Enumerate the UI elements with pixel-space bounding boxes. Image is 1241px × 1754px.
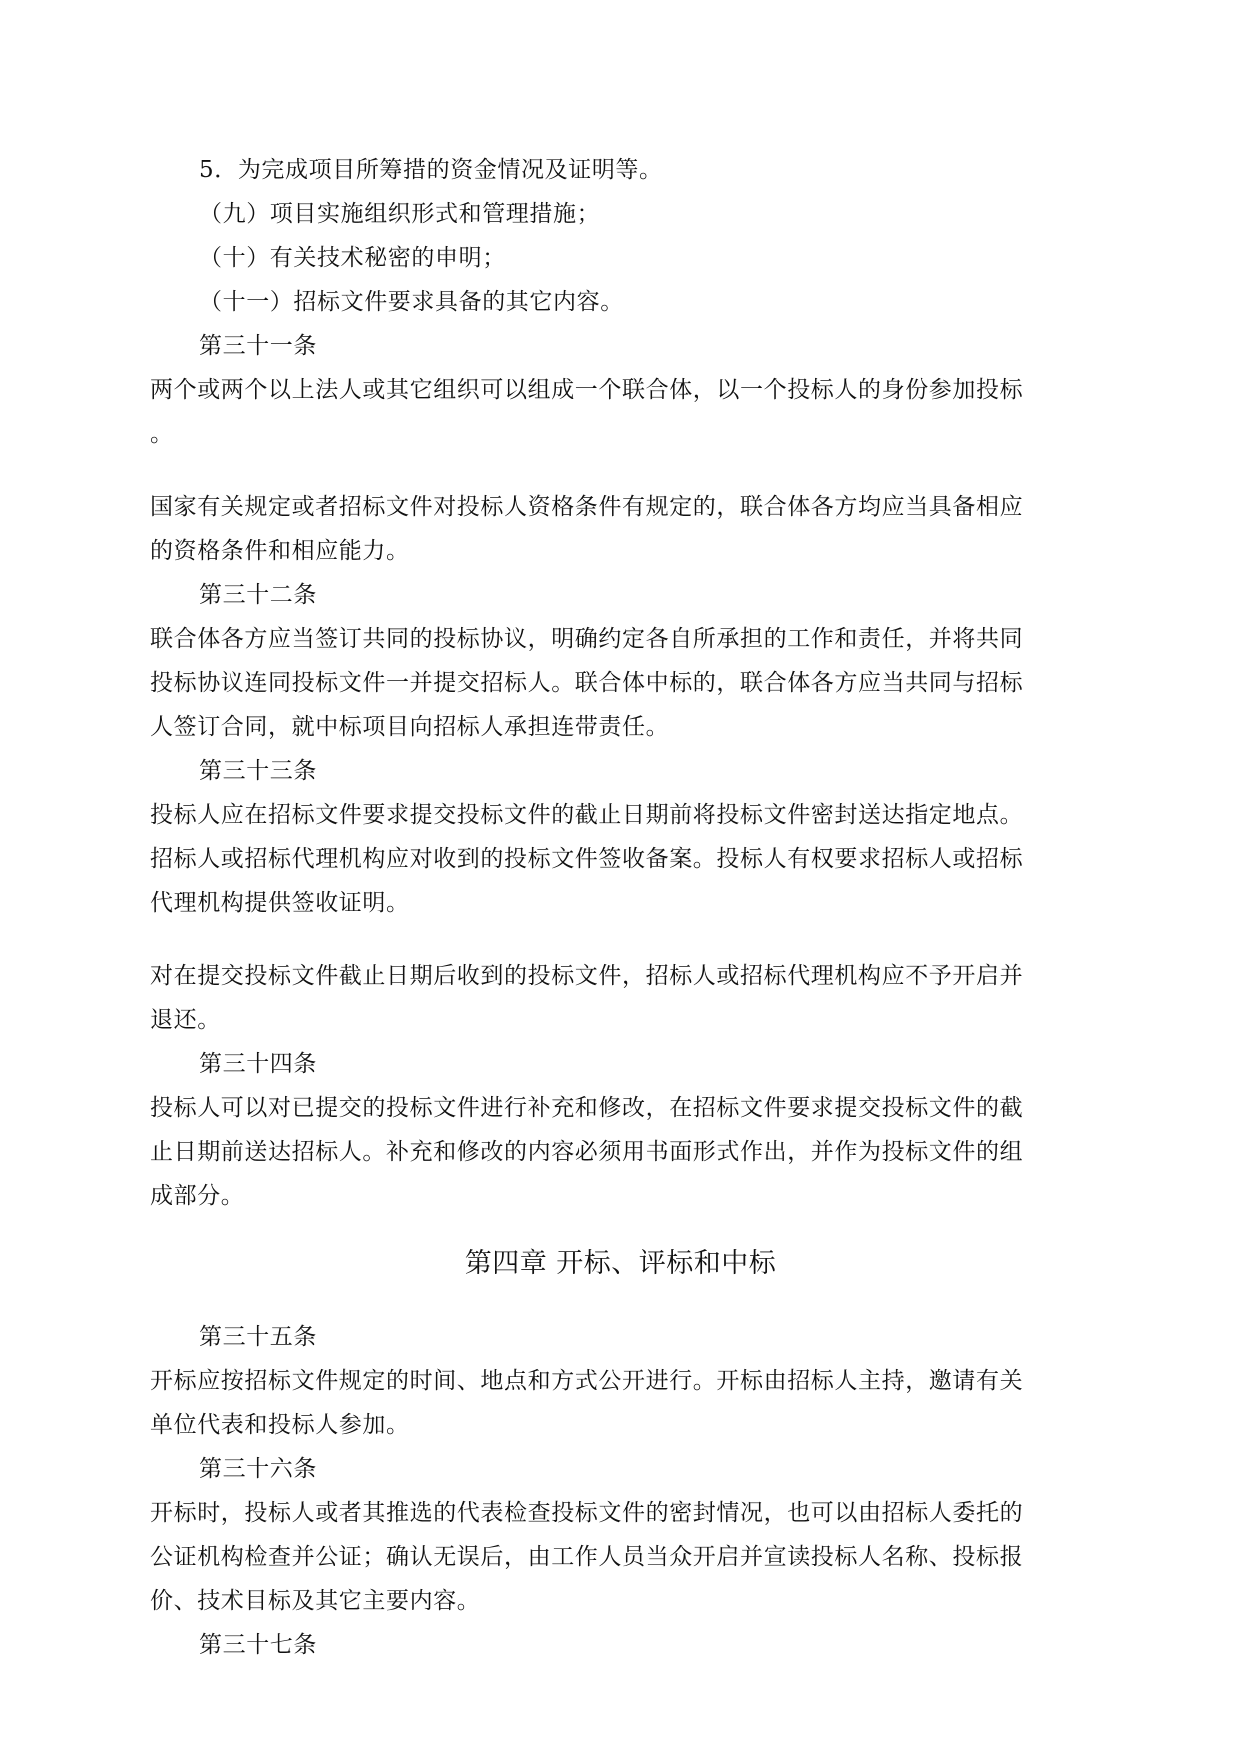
article-36-text-line: 公证机构检查并公证；确认无误后，由工作人员当众开启并宣读投标人名称、投标报 bbox=[150, 1544, 1024, 1570]
article-35-text-line: 单位代表和投标人参加。 bbox=[150, 1412, 410, 1438]
article-33-text-line: 招标人或招标代理机构应对收到的投标文件签收备案。投标人有权要求招标人或招标 bbox=[150, 846, 1024, 872]
article-33-heading: 第三十三条 bbox=[199, 758, 317, 784]
article-36-text-line: 开标时，投标人或者其推选的代表检查投标文件的密封情况，也可以由招标人委托的 bbox=[150, 1500, 1024, 1526]
article-32-text-line: 投标协议连同投标文件一并提交招标人。联合体中标的，联合体各方应当共同与招标 bbox=[150, 670, 1024, 696]
article-34-text-line: 成部分。 bbox=[150, 1183, 245, 1209]
article-31-text-line: 。 bbox=[150, 421, 174, 447]
article-34-text-line: 投标人可以对已提交的投标文件进行补充和修改，在招标文件要求提交投标文件的截 bbox=[150, 1095, 1024, 1121]
article-36-heading: 第三十六条 bbox=[199, 1456, 317, 1482]
article-35-text-line: 开标应按招标文件规定的时间、地点和方式公开进行。开标由招标人主持，邀请有关 bbox=[150, 1368, 1024, 1394]
item-nine: （九）项目实施组织形式和管理措施； bbox=[199, 201, 601, 227]
article-32-text-line: 人签订合同，就中标项目向招标人承担连带责任。 bbox=[150, 714, 670, 740]
item-ten: （十）有关技术秘密的申明； bbox=[199, 245, 506, 271]
item-funding-proof: 5．为完成项目所筹措的资金情况及证明等。 bbox=[199, 157, 663, 183]
item-eleven: （十一）招标文件要求具备的其它内容。 bbox=[199, 289, 624, 315]
article-33-text-line: 投标人应在招标文件要求提交投标文件的截止日期前将投标文件密封送达指定地点。 bbox=[150, 802, 1024, 828]
article-35-heading: 第三十五条 bbox=[199, 1324, 317, 1350]
article-37-heading: 第三十七条 bbox=[199, 1632, 317, 1658]
article-31-heading: 第三十一条 bbox=[199, 333, 317, 359]
article-32-heading: 第三十二条 bbox=[199, 582, 317, 608]
chapter-4-title: 第四章 开标、评标和中标 bbox=[464, 1248, 777, 1279]
article-34-text-line: 止日期前送达招标人。补充和修改的内容必须用书面形式作出，并作为投标文件的组 bbox=[150, 1139, 1024, 1165]
article-33-text-line: 对在提交投标文件截止日期后收到的投标文件，招标人或招标代理机构应不予开启并 bbox=[150, 963, 1024, 989]
article-31-text-line: 的资格条件和相应能力。 bbox=[150, 538, 410, 564]
article-31-text-line: 两个或两个以上法人或其它组织可以组成一个联合体，以一个投标人的身份参加投标 bbox=[150, 377, 1024, 403]
article-36-text-line: 价、技术目标及其它主要内容。 bbox=[150, 1588, 481, 1614]
article-32-text-line: 联合体各方应当签订共同的投标协议，明确约定各自所承担的工作和责任，并将共同 bbox=[150, 626, 1024, 652]
article-33-text-line: 代理机构提供签收证明。 bbox=[150, 890, 410, 916]
article-31-text-line: 国家有关规定或者招标文件对投标人资格条件有规定的，联合体各方均应当具备相应 bbox=[150, 494, 1024, 520]
article-33-text-line: 退还。 bbox=[150, 1007, 221, 1033]
article-34-heading: 第三十四条 bbox=[199, 1051, 317, 1077]
